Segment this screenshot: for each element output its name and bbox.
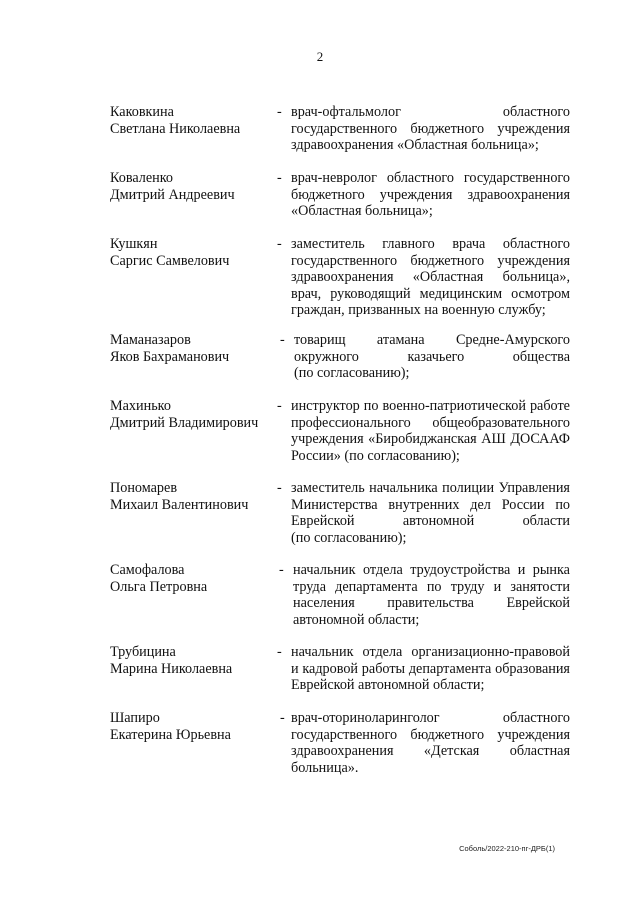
member-position [291,480,570,546]
member-name [110,236,275,269]
position-line: государственного бюджетного учреждения [291,120,570,137]
position-line: «Областная больница»; [291,203,433,220]
position-line: врач-офтальмолог областного [291,104,570,120]
position-line: бюджетного учреждения здравоохранения [291,186,570,203]
member-given-names: Яков Бахраманович [110,348,230,365]
member-position [291,398,570,464]
member-name [110,104,275,137]
list-dash: - [277,170,282,186]
position-line: начальник отдела трудоустройства и рынка [293,562,570,578]
page-number: 2 [316,49,324,64]
position-line: России» (по согласованию); [291,447,460,464]
position-line: окружного казачьего общества [294,348,570,365]
position-line: заместитель начальника полиции Управления [291,480,570,496]
member-given-names: Марина Николаевна [110,660,233,677]
position-line: учреждения «Биробиджанская АШ ДОСААФ [291,431,570,448]
member-given-names: Светлана Николаевна [110,120,241,137]
member-name [110,480,275,513]
position-line: (по согласованию); [291,529,407,546]
position-line: врач, руководящий медицинским осмотром [291,285,570,302]
member-given-names: Ольга Петровна [110,578,208,595]
member-position [291,710,570,776]
member-position [291,170,570,220]
position-line: Министерства внутренних дел России по [291,496,570,513]
member-position [291,644,570,694]
position-line: заместитель главного врача областного [291,236,570,252]
member-name [110,710,275,743]
position-line: и кадровой работы департамента образования [291,660,570,677]
member-surname: Махинько [110,398,171,414]
position-line: здравоохранения «Детская областная [291,743,570,760]
list-dash: - [280,710,285,726]
member-name [110,170,275,203]
member-given-names: Михаил Валентинович [110,496,249,513]
position-line: граждан, призванных на военную службу; [291,302,546,319]
document-code: Соболь/2022-210-пг-ДРБ(1) [459,844,555,853]
position-line: врач-оториноларинголог областного [291,710,570,726]
member-given-names: Саргис Самвелович [110,252,230,269]
member-given-names: Екатерина Юрьевна [110,726,231,743]
position-line: здравоохранения «Областная больница»; [291,137,539,154]
position-line: (по согласованию); [294,365,410,382]
member-name [110,332,275,365]
position-line: государственного бюджетного учреждения [291,252,570,269]
list-dash: - [277,236,282,252]
list-dash: - [277,104,282,120]
list-dash: - [277,480,282,496]
position-line: автономной области; [293,611,420,628]
position-line: труда департамента по труду и занятости [293,578,570,595]
position-line: государственного бюджетного учреждения [291,726,570,743]
member-surname: Пономарев [110,480,178,496]
member-surname: Трубицина [110,644,176,660]
position-line: врач-невролог областного государственного [291,170,570,186]
member-surname: Шапиро [110,710,160,726]
member-name [110,398,275,431]
member-name [110,644,275,677]
position-line: Еврейской автономной области; [291,677,485,694]
list-dash: - [277,644,282,660]
position-line: населения правительства Еврейской [293,595,570,612]
position-line: начальник отдела организационно-правовой [291,644,570,660]
member-given-names: Дмитрий Андреевич [110,186,235,203]
position-line: больница». [291,759,359,776]
position-line: профессионального общеобразовательного [291,414,570,431]
position-line: здравоохранения «Областная больница», [291,269,570,286]
member-given-names: Дмитрий Владимирович [110,414,259,431]
member-surname: Маманазаров [110,332,191,348]
member-position [294,332,570,382]
member-position [291,104,570,154]
member-surname: Коваленко [110,170,174,186]
member-surname: Кушкян [110,236,158,252]
member-surname: Каковкина [110,104,174,120]
position-line: инструктор по военно-патриотической работе [291,398,570,414]
position-line: Еврейской автономной области [291,513,570,530]
position-line: товарищ атамана Средне-Амурского [294,332,570,348]
member-position [291,236,570,319]
list-dash: - [277,398,282,414]
list-dash: - [280,332,285,348]
member-surname: Самофалова [110,562,185,578]
member-name [110,562,275,595]
list-dash: - [279,562,284,578]
member-position [293,562,570,628]
